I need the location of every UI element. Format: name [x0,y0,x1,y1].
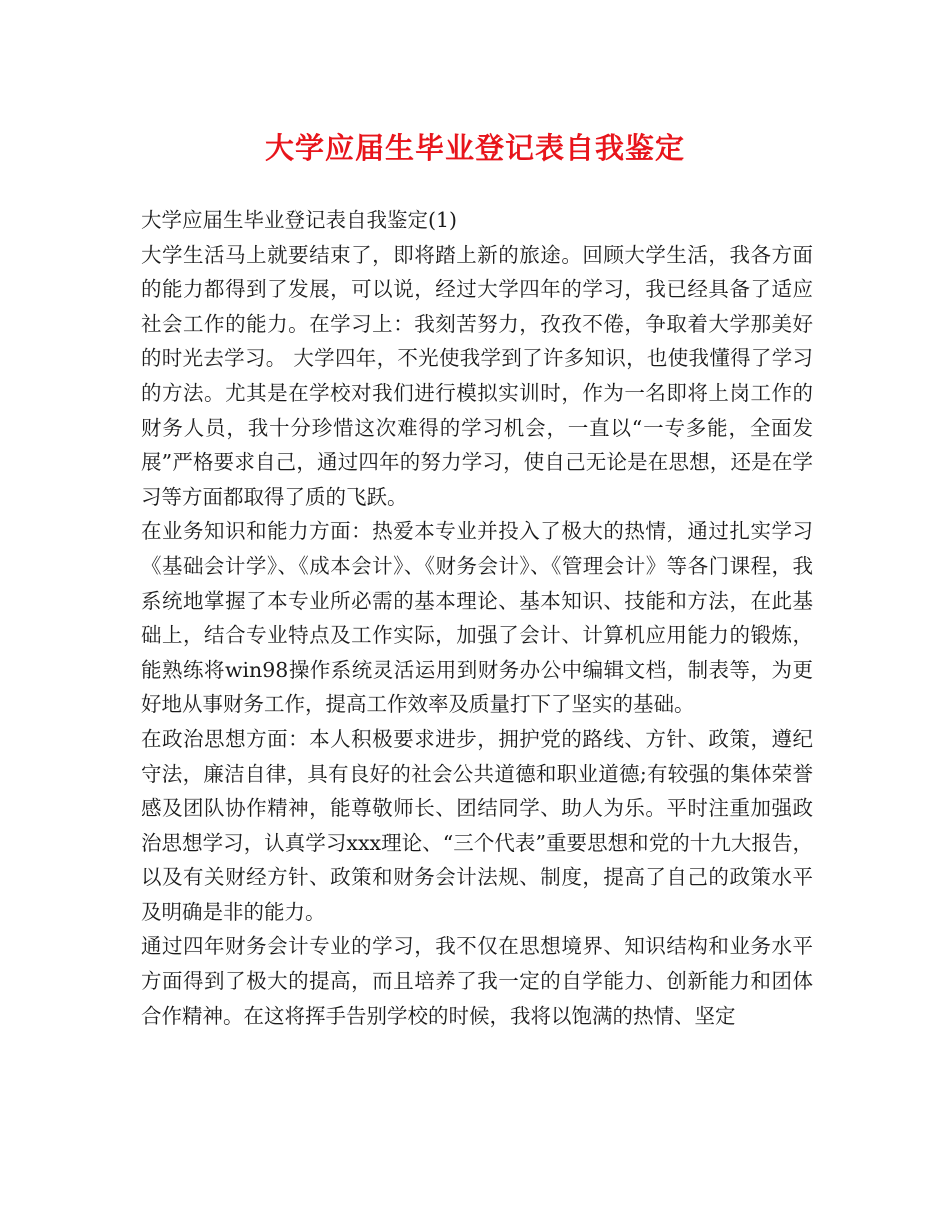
paragraph-subtitle: 大学应届生毕业登记表自我鉴定(1) [141,208,458,232]
document-title: 大学应届生毕业登记表自我鉴定 [264,131,685,165]
paragraph-intro: 大学生活马上就要结束了，即将踏上新的旅途。回顾大学生活，我各方面的能力都得到了发展，可以说，经过大学四年的学习，我已经具备了适应社会工作的能力。在学习上：我刻苦努力，孜孜不倦，争取着大学那美好的时光去学习。 大学四年，不光使我学到了许多知识，也使我懂得了学习的方法。尤其是在学校对我们进行模拟实训时，作为一名即将上岗工作的财务人员，我十分珍惜这次难得的学习机会，一直以“一专多能，全面发展”严格要求自己，通过四年的努力学习，使自己无论是在思想，还是在学习等方面都取得了质的飞跃。 [141,242,813,509]
document-body [141,203,813,1033]
paragraph-political-thought: 在政治思想方面：本人积极要求进步，拥护党的路线、方针、政策，遵纪守法，廉洁自律，具有良好的社会公共道德和职业道德;有较强的集体荣誉感及团队协作精神，能尊敬师长、团结同学、助人为乐。平时注重加强政治思想学习，认真学习xxx理论、“三个代表”重要思想和党的十九大报告，以及有关财经方针、政策和财务会计法规、制度，提高了自己的政策水平及明确是非的能力。 [141,726,813,924]
paragraph-professional-skills: 在业务知识和能力方面：热爱本专业并投入了极大的热情，通过扎实学习《基础会计学》、《成本会计》、《财务会计》、《管理会计》等各门课程，我系统地掌握了本专业所必需的基本理论、基本知识、技能和方法，在此基础上，结合专业特点及工作实际，加强了会计、计算机应用能力的锻炼，能熟练将win98操作系统灵活运用到财务办公中编辑文档，制表等，为更好地从事财务工作，提高工作效率及质量打下了坚实的基础。 [141,519,813,717]
paragraph-summary: 通过四年财务会计专业的学习，我不仅在思想境界、知识结构和业务水平方面得到了极大的提高，而且培养了我一定的自学能力、创新能力和团体合作精神。在这将挥手告别学校的时候，我将以饱满的热情、坚定 [141,934,813,1028]
